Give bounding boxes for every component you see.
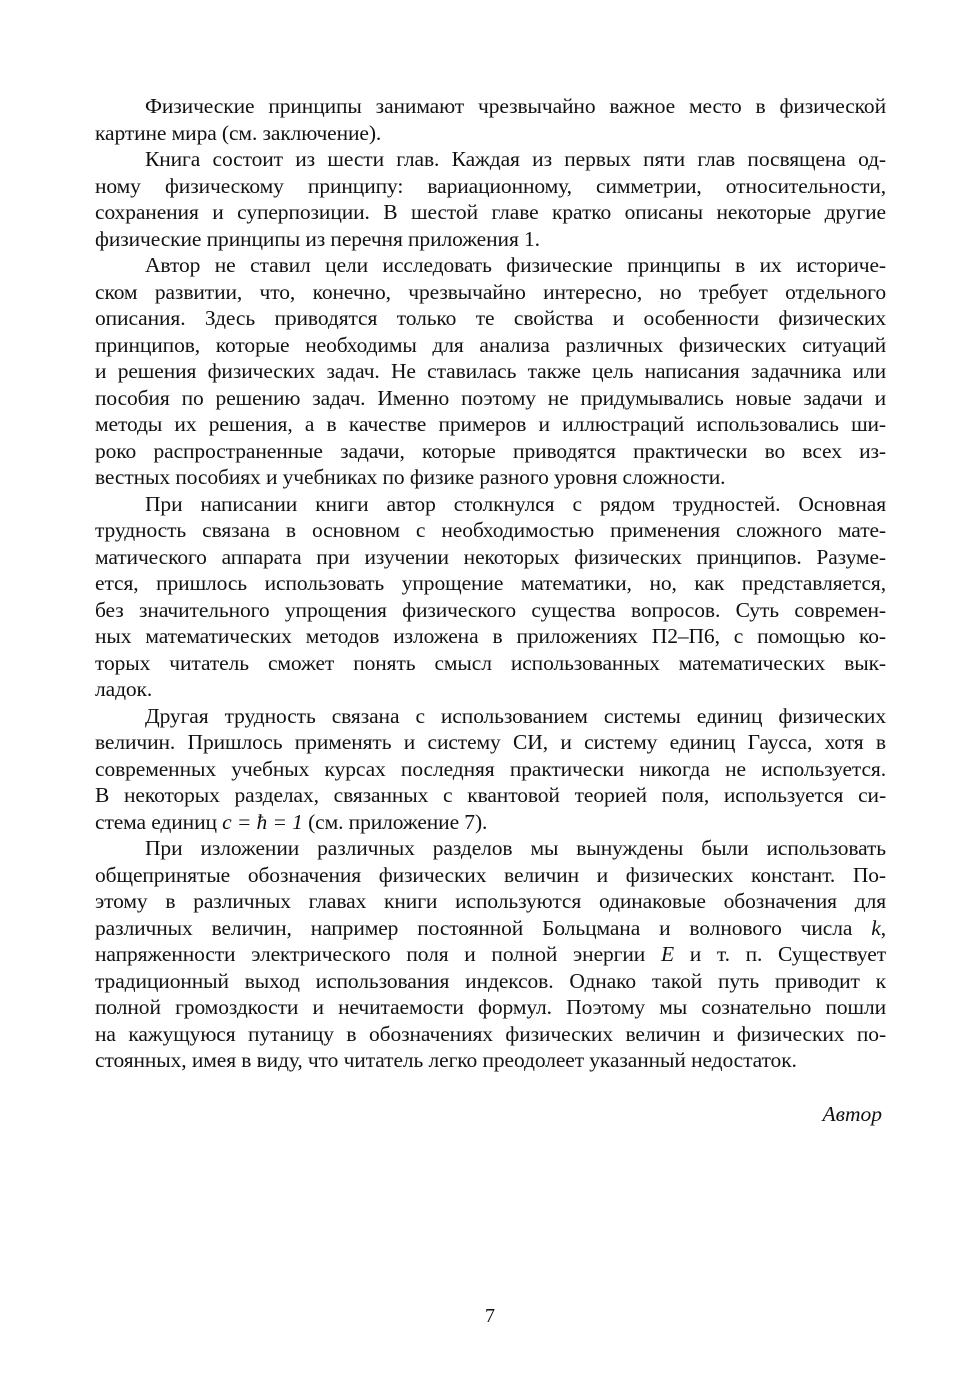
text-line: [95, 915, 886, 942]
text-line: ском развитии, что, конечно, чрезвычайно интересно, но требует отдельного: [95, 279, 886, 304]
text-line: ных математических методов изложена в приложениях П2–П6, с помощью ко-: [95, 624, 886, 648]
text-segment: и т. п. Существует: [674, 942, 886, 966]
text-line: ладок.: [95, 677, 153, 701]
text-segment: ,: [880, 915, 886, 940]
text-line: трудность связана в основном с необходимостью применения сложного мате-: [95, 518, 886, 542]
text-line: принципов, которые необходимы для анализа различных физических ситуаций: [95, 332, 886, 357]
text-line: методы их решения, а в качестве примеров и иллюстраций использовались ши-: [95, 412, 886, 436]
text-line: стоянных, имея в виду, что читатель легко преодолеет указанный недостаток.: [95, 1048, 797, 1072]
text-line: В некоторых разделах, связанных с квантовой теорией поля, используется си-: [95, 783, 886, 807]
text-line: величин. Пришлось применять и систему СИ, и систему единиц Гаусса, хотя в: [95, 730, 886, 754]
text-line: ному физическому принципу: вариационному, симметрии, относительности,: [95, 173, 886, 198]
text-line: современных учебных курсах последняя практически никогда не используется.: [95, 756, 886, 781]
page-number: 7: [485, 1305, 495, 1327]
text-line: без значительного упрощения физического существа вопросов. Суть современ-: [95, 597, 886, 622]
text-line: общепринятые обозначения физических величин и физических констант. По-: [95, 862, 886, 887]
text-line: матического аппарата при изучении некоторых физических принципов. Разуме-: [95, 544, 886, 569]
text-line: и решения физических задач. Не ставилась также цель написания задачника или: [95, 359, 886, 383]
text-line: полной громоздкости и нечитаемости формул. Поэтому мы сознательно пошли: [95, 995, 886, 1019]
text-line: пособия по решению задач. Именно поэтому не придумывались новые задачи и: [95, 385, 886, 410]
text-line: [95, 941, 886, 968]
paragraph: [95, 93, 886, 146]
paragraph: [95, 835, 886, 1074]
paragraph: [95, 491, 886, 703]
math-symbol: k: [871, 915, 881, 940]
text-line: При написании книги автор столкнулся с рядом трудностей. Основная: [145, 491, 886, 516]
text-line: роко распространенные задачи, которые приводятся практически во всех из-: [95, 438, 886, 463]
paragraph: [95, 146, 886, 252]
math-symbol: c = ħ = 1: [222, 809, 303, 834]
text-line: на кажущуюся путаницу в обозначениях физических величин и физических по-: [95, 1021, 886, 1046]
math-symbol: E: [660, 942, 674, 966]
text-line: [95, 809, 886, 836]
paragraph: [95, 252, 886, 491]
text-line: ется, пришлось использовать упрощение математики, но, как представляется,: [95, 571, 886, 595]
paragraph: [95, 703, 886, 836]
text-line: торых читатель сможет понять смысл использованных математических вык-: [95, 650, 886, 675]
text-segment: напряженности электрического поля и полной энергии: [95, 942, 661, 966]
text-line: этому в различных главах книги используются одинаковые обозначения для: [95, 889, 886, 913]
body-text: [95, 93, 886, 1074]
text-line: физические принципы из перечня приложения 1.: [95, 226, 540, 251]
author-signature: Автор: [822, 1102, 882, 1126]
text-line: При изложении различных разделов мы вынуждены были использовать: [145, 836, 886, 860]
text-line: традиционный выход использования индексов. Однако такой путь приводит к: [95, 968, 886, 993]
text-line: картине мира (см. заключение).: [95, 120, 382, 145]
text-segment: (см. приложение 7).: [302, 809, 488, 834]
text-line: Физические принципы занимают чрезвычайно важное место в физической: [145, 94, 886, 118]
text-line: вестных пособиях и учебниках по физике разного уровня сложности.: [95, 465, 726, 489]
text-line: сохранения и суперпозиции. В шестой главе кратко описаны некоторые другие: [95, 200, 886, 224]
text-segment: стема единиц: [95, 809, 223, 834]
text-segment: различных величин, например постоянной Больцмана и волнового числа: [95, 915, 872, 940]
text-line: описания. Здесь приводятся только те свойства и особенности физических: [95, 306, 886, 330]
text-line: Другая трудность связана с использованием системы единиц физических: [145, 703, 886, 728]
text-line: Автор не ставил цели исследовать физические принципы в их историче-: [145, 253, 886, 277]
text-line: Книга состоит из шести глав. Каждая из первых пяти глав посвящена од-: [145, 147, 886, 171]
